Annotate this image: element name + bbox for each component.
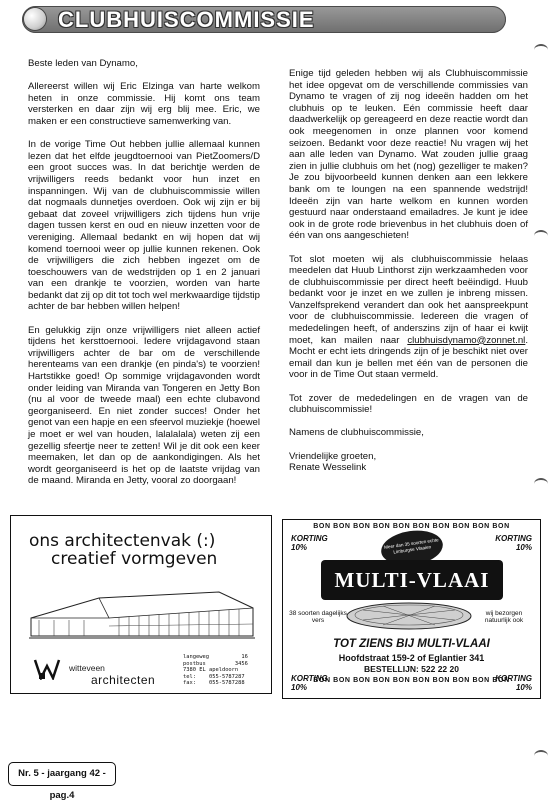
slogan: TOT ZIENS BIJ MULTI-VLAAI xyxy=(333,638,490,650)
discount-label: KORTING xyxy=(291,534,328,543)
vlaai-pie-image xyxy=(343,600,475,634)
witteveen-logo-icon xyxy=(33,658,61,680)
discount-percent: 10% xyxy=(515,683,532,692)
page-number-label: Nr. 5 - jaargang 42 - pag.4 xyxy=(8,762,116,786)
phone-line: tel: 055-5787287 xyxy=(183,673,245,680)
brand-name-top: witteveen xyxy=(69,663,105,673)
sign-off: Namens de clubhuiscommissie, xyxy=(289,427,424,439)
shop-address: Hoofdstraat 159-2 of Eglantier 341 xyxy=(338,653,485,663)
discount-badge-top-left xyxy=(291,534,328,552)
binder-hole-mark xyxy=(534,478,548,490)
paragraph: Tot zover de mededelingen en de vragen van de clubhuiscommissie! xyxy=(289,392,528,416)
discount-percent: 10% xyxy=(291,543,308,552)
note-right: wij bezorgen natuurlijk ook xyxy=(484,610,524,624)
greeting: Beste leden van Dynamo, xyxy=(28,58,138,69)
discount-label: KORTING xyxy=(291,674,328,683)
discount-percent: 10% xyxy=(291,683,308,692)
paragraph: Enige tijd geleden hebben wij als Clubhuiscommissie het idee opgevat om de verschillende commissies van Dynamo te vragen of zij nog ideeën hadden om het clubhuis op te leuken. Eén commissie heeft daar daadwerkelijk op gereageerd en deze reactie wordt dan ook meegenomen in onze plannen voor komend seizoen. Bedankt voor deze reactie! Nu vragen wij het aan alle leden van Dynamo. Wat zouden jullie graag zien in jullie clubhuis om het (nog) gezelliger te maken? Je zou bijvoorbeeld kunnen denken aan een lekkere bank om te loungen na een spannende wedstrijd! Ideeën zijn van harte welkom en kunnen worden gestuurd naar onderstaand emailadres. Je kunt je idee ook in de grote rode brievenbus in het clubhuis doen of één van ons aangeschieten! xyxy=(289,68,528,242)
multi-vlaai-logo: MULTI-VLAAI xyxy=(321,560,503,600)
binder-hole-mark xyxy=(534,230,548,242)
ball-icon xyxy=(24,8,46,30)
email-link[interactable]: clubhuisdynamo@zonnet.nl xyxy=(407,334,526,346)
discount-badge-top-right xyxy=(495,534,532,552)
binder-hole-mark xyxy=(534,750,548,762)
binder-hole-mark xyxy=(534,44,548,56)
architect-advertisement xyxy=(10,515,272,694)
address-block xyxy=(183,654,248,687)
address-line: langeweg 16 xyxy=(183,654,248,660)
paragraph xyxy=(289,254,528,382)
left-text-column xyxy=(28,58,260,499)
paragraph: In de vorige Time Out hebben jullie allemaal kunnen lezen dat het elfde jeugdtoernooi van PietZoomers/D een groot succes was. In dat berichtje werden de vrijwilligers reeds bedankt voor hun inzet en inspanningen. Wij van de clubhuiscommissie willen dat nogmaals dunnetjes overdoen. Ook wij zijn er bij gebaat dat zoveel vrijwilligers zich tijdens hun vrije dagen tussen kerst en oud en nieuw inzetten voor de vereniging. Allemaal bedankt en wij hopen dat wij komend toernooi weer op jullie kunnen rekenen. Ook de vrijwilligers die zich hebben ingezet om de toeschouwers van de wedstrijden op 1 en 2 januari van een drankje te voorzien, worden van harte bedankt dat zij op dit tot toch wel merkwaardige tijdstip achter de bar hebben willen helpen! xyxy=(28,139,260,313)
right-text-column xyxy=(289,68,528,474)
building-sketch-image xyxy=(29,578,255,644)
page-title: CLUBHUISCOMMISSIE xyxy=(58,7,315,32)
coupon-strip-top: BON BON BON BON BON BON BON BON BON BON xyxy=(313,523,510,530)
note-left: 38 soorten dagelijks vers xyxy=(289,610,347,624)
discount-label: KORTING xyxy=(495,674,532,683)
paragraph-text: . Mocht er echt iets dringends zijn of je beschikt niet over email dan kun je bellen met één van de personen die voor in de Time Out staan vermeld. xyxy=(289,334,528,381)
discount-percent: 10% xyxy=(515,543,532,552)
discount-label: KORTING xyxy=(495,534,532,543)
brand-name-bottom: architecten xyxy=(91,673,156,687)
quality-seal: Meer dan 35 soorten echte Limburgse Vlaaien xyxy=(379,527,445,569)
paragraph-text: Tot slot moeten wij als clubhuiscommissie helaas meedelen dat Huub Linthorst zijn werkzaamheden voor de clubhuiscommissie per direct heeft beëindigd. Huub bedankt voor je inzet en we zullen je inbreng missen. Vanzelfsprekend verandert dan ook het aanspreekpunt voor de clubhuiscommissie. Iedereen die vragen of mededelingen heeft, of anderszins zijn of haar ei kwijt moet, kan mailen naar xyxy=(289,253,528,346)
paragraph: En gelukkig zijn onze vrijwilligers niet alleen actief tijdens het kersttoernooi. Iedere vrijdagavond staan vrijwilligers achter de bar om de verschillende herenteams van een drankje (en pinda's) te voorzien! Hartstikke goed! Op sommige vrijdagavonden wordt onder leiding van Miranda van Tongeren en Jetty Bon (nu al voor de tweede maal) een echte clubavond georganiseerd. En niet zonder succes! Onder het genot van een hapje en een sfeervol muziekje (hoewel je moet er wel van houden, lalalalala) weten zij een gezellig sfeertje neer te zetten! Wil je dit ook een keer meemaken, let dan op de aankondigingen. Als het wordt georganiseerd is het op de laatste vrijdag van de maand. Miranda en Jetty, vooral zo doorgaan! xyxy=(28,324,261,487)
signature-name: Renate Wesselink xyxy=(289,462,367,474)
address-line: postbus 3456 xyxy=(183,660,248,667)
coupon-strip-bottom: BON BON BON BON BON BON BON BON BON BON xyxy=(313,677,510,684)
order-phone: BESTELLIJN: 522 22 20 xyxy=(364,664,459,674)
ad-headline: ons architectenvak (:) xyxy=(29,531,216,551)
fax-line: fax: 055-5787288 xyxy=(183,680,245,687)
closing: Vriendelijke groeten, xyxy=(289,450,377,462)
page-header-banner xyxy=(22,6,506,33)
multi-vlaai-advertisement xyxy=(282,519,541,699)
ad-subheadline: creatief vormgeven xyxy=(51,549,218,569)
address-line: 7380 EL apeldoorn xyxy=(183,667,239,674)
paragraph: Allereerst willen wij Eric Elzinga van harte welkom heten in onze commissie. Hij komt ons team versterken en daar zijn wij erg blij mee. Eric, we maken er een constructieve samenwerking van. xyxy=(28,81,260,127)
